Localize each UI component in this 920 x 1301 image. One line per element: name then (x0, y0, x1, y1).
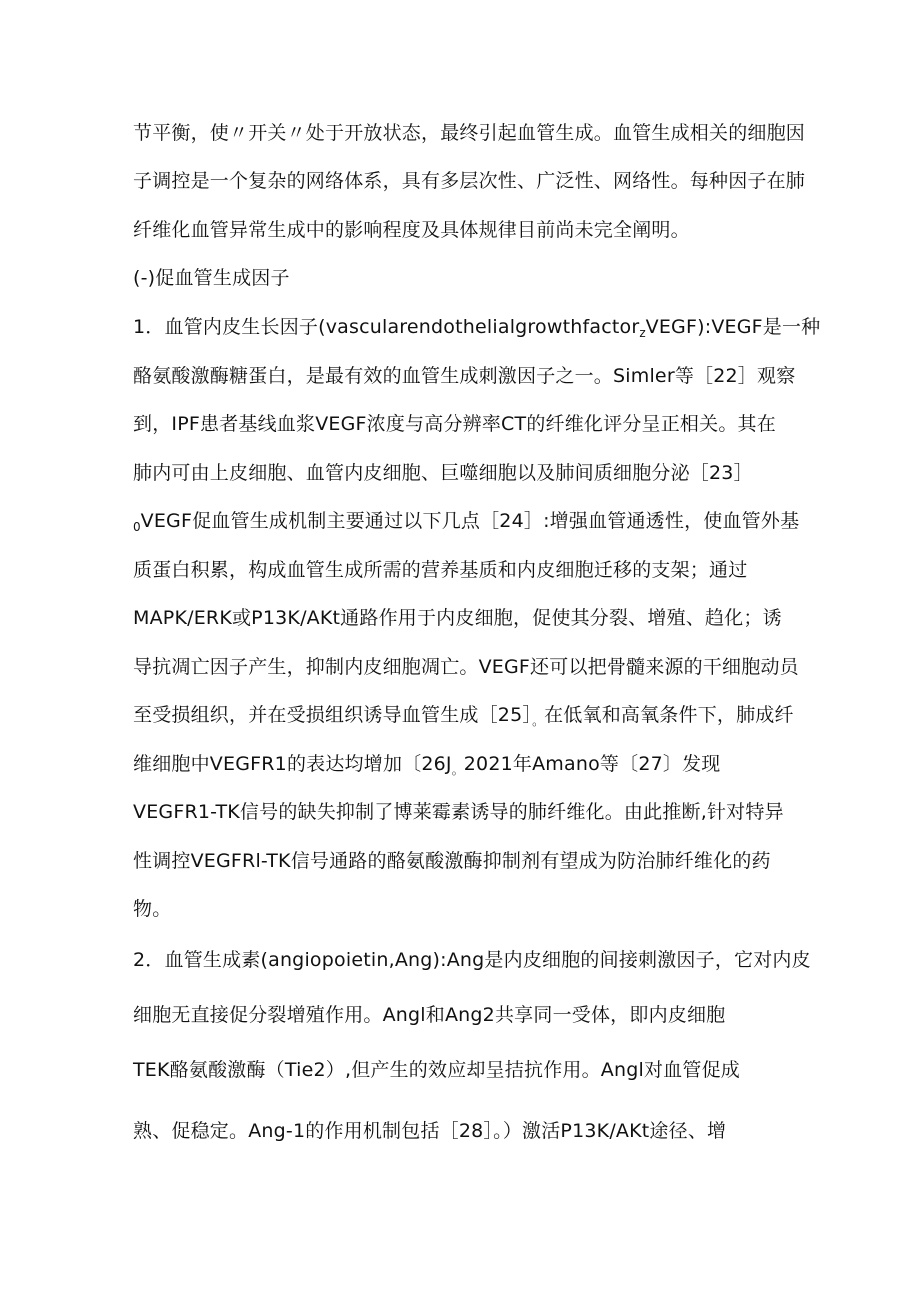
text-segment: 2021年Amano等〔27〕发现 (463, 753, 721, 775)
text-line: 性调控VEGFRl-TK信号通路的酪氨酸激酶抑制剂有望成为防治肺纤维化的药 (133, 850, 771, 872)
text-line: 导抗凋亡因子产生，抑制内皮细胞凋亡。VEGF还可以把骨髓来源的干细胞动员 (133, 656, 799, 678)
text-line: 2．血管生成素(angiopoietin,Ang):Ang是内皮细胞的间接刺激因子，它对内皮 (133, 949, 811, 971)
text-line (133, 509, 799, 539)
text-segment: 维细胞中VEGFR1的表达均增加〔26J (133, 753, 452, 775)
text-line: 物。 (133, 898, 172, 920)
text-line: 子调控是一个复杂的网络体系，具有多层次性、广泛性、网络性。每种因子在肺 (133, 170, 806, 192)
text-line: 细胞无直接促分裂增殖作用。Angl和Ang2共享同一受体，即内皮细胞 (133, 1004, 726, 1026)
text-line: 纤维化血管异常生成中的影响程度及具体规律目前尚未完全阐明。 (133, 219, 690, 241)
subscript: z (639, 326, 646, 340)
text-line: TEK酪氨酸激酶（Tie2）,但产生的效应却呈拮抗作用。Angl对血管促成 (133, 1059, 740, 1081)
text-line (133, 315, 820, 345)
text-line: MAPK/ERK或P13K/AKt通路作用于内皮细胞，促使其分裂、增殖、趋化；诱 (133, 607, 782, 629)
text-line: VEGFR1-TK信号的缺失抑制了博莱霉素诱导的肺纤维化。由此推断,针对特异 (133, 801, 784, 823)
section-heading: (-)促血管生成因子 (133, 267, 290, 289)
text-segment: 至受损组织，并在受损组织诱导血管生成［25］ (133, 704, 533, 726)
text-segment: 1．血管内皮生长因子(vascularendothelialgrowthfactor (133, 316, 640, 338)
text-line: 质蛋白积累，构成血管生成所需的营养基质和内皮细胞迁移的支架；通过 (133, 559, 748, 581)
text-line: 熟、促稳定。Ang-1的作用机制包括［28］。）激活P13K/AKt途径、增 (133, 1120, 727, 1142)
text-line (133, 752, 721, 782)
text-line: 到，IPF患者基线血浆VEGF浓度与高分辨率CT的纤维化评分呈正相关。其在 (133, 413, 776, 435)
text-segment: 在低氧和高氧条件下，肺成纤 (544, 704, 794, 726)
subscript: 。 (451, 763, 464, 777)
text-line: 肺内可由上皮细胞、血管内皮细胞、巨噬细胞以及肺间质细胞分泌［23］ (133, 462, 753, 484)
subscript: 。 (532, 714, 545, 728)
text-segment: VEGF促血管生成机制主要通过以下几点［24］:增强血管通透性，使血管外基 (140, 510, 800, 532)
text-line: 节平衡，使〃开关〃处于开放状态，最终引起血管生成。血管生成相关的细胞因 (133, 122, 806, 144)
subscript: 0 (133, 520, 141, 534)
text-line: 酪氨酸激酶糖蛋白，是最有效的血管生成刺激因子之一。Simler等［22］观察 (133, 365, 796, 387)
text-line (133, 703, 794, 733)
text-segment: VEGF):VEGF是一种 (645, 316, 821, 338)
